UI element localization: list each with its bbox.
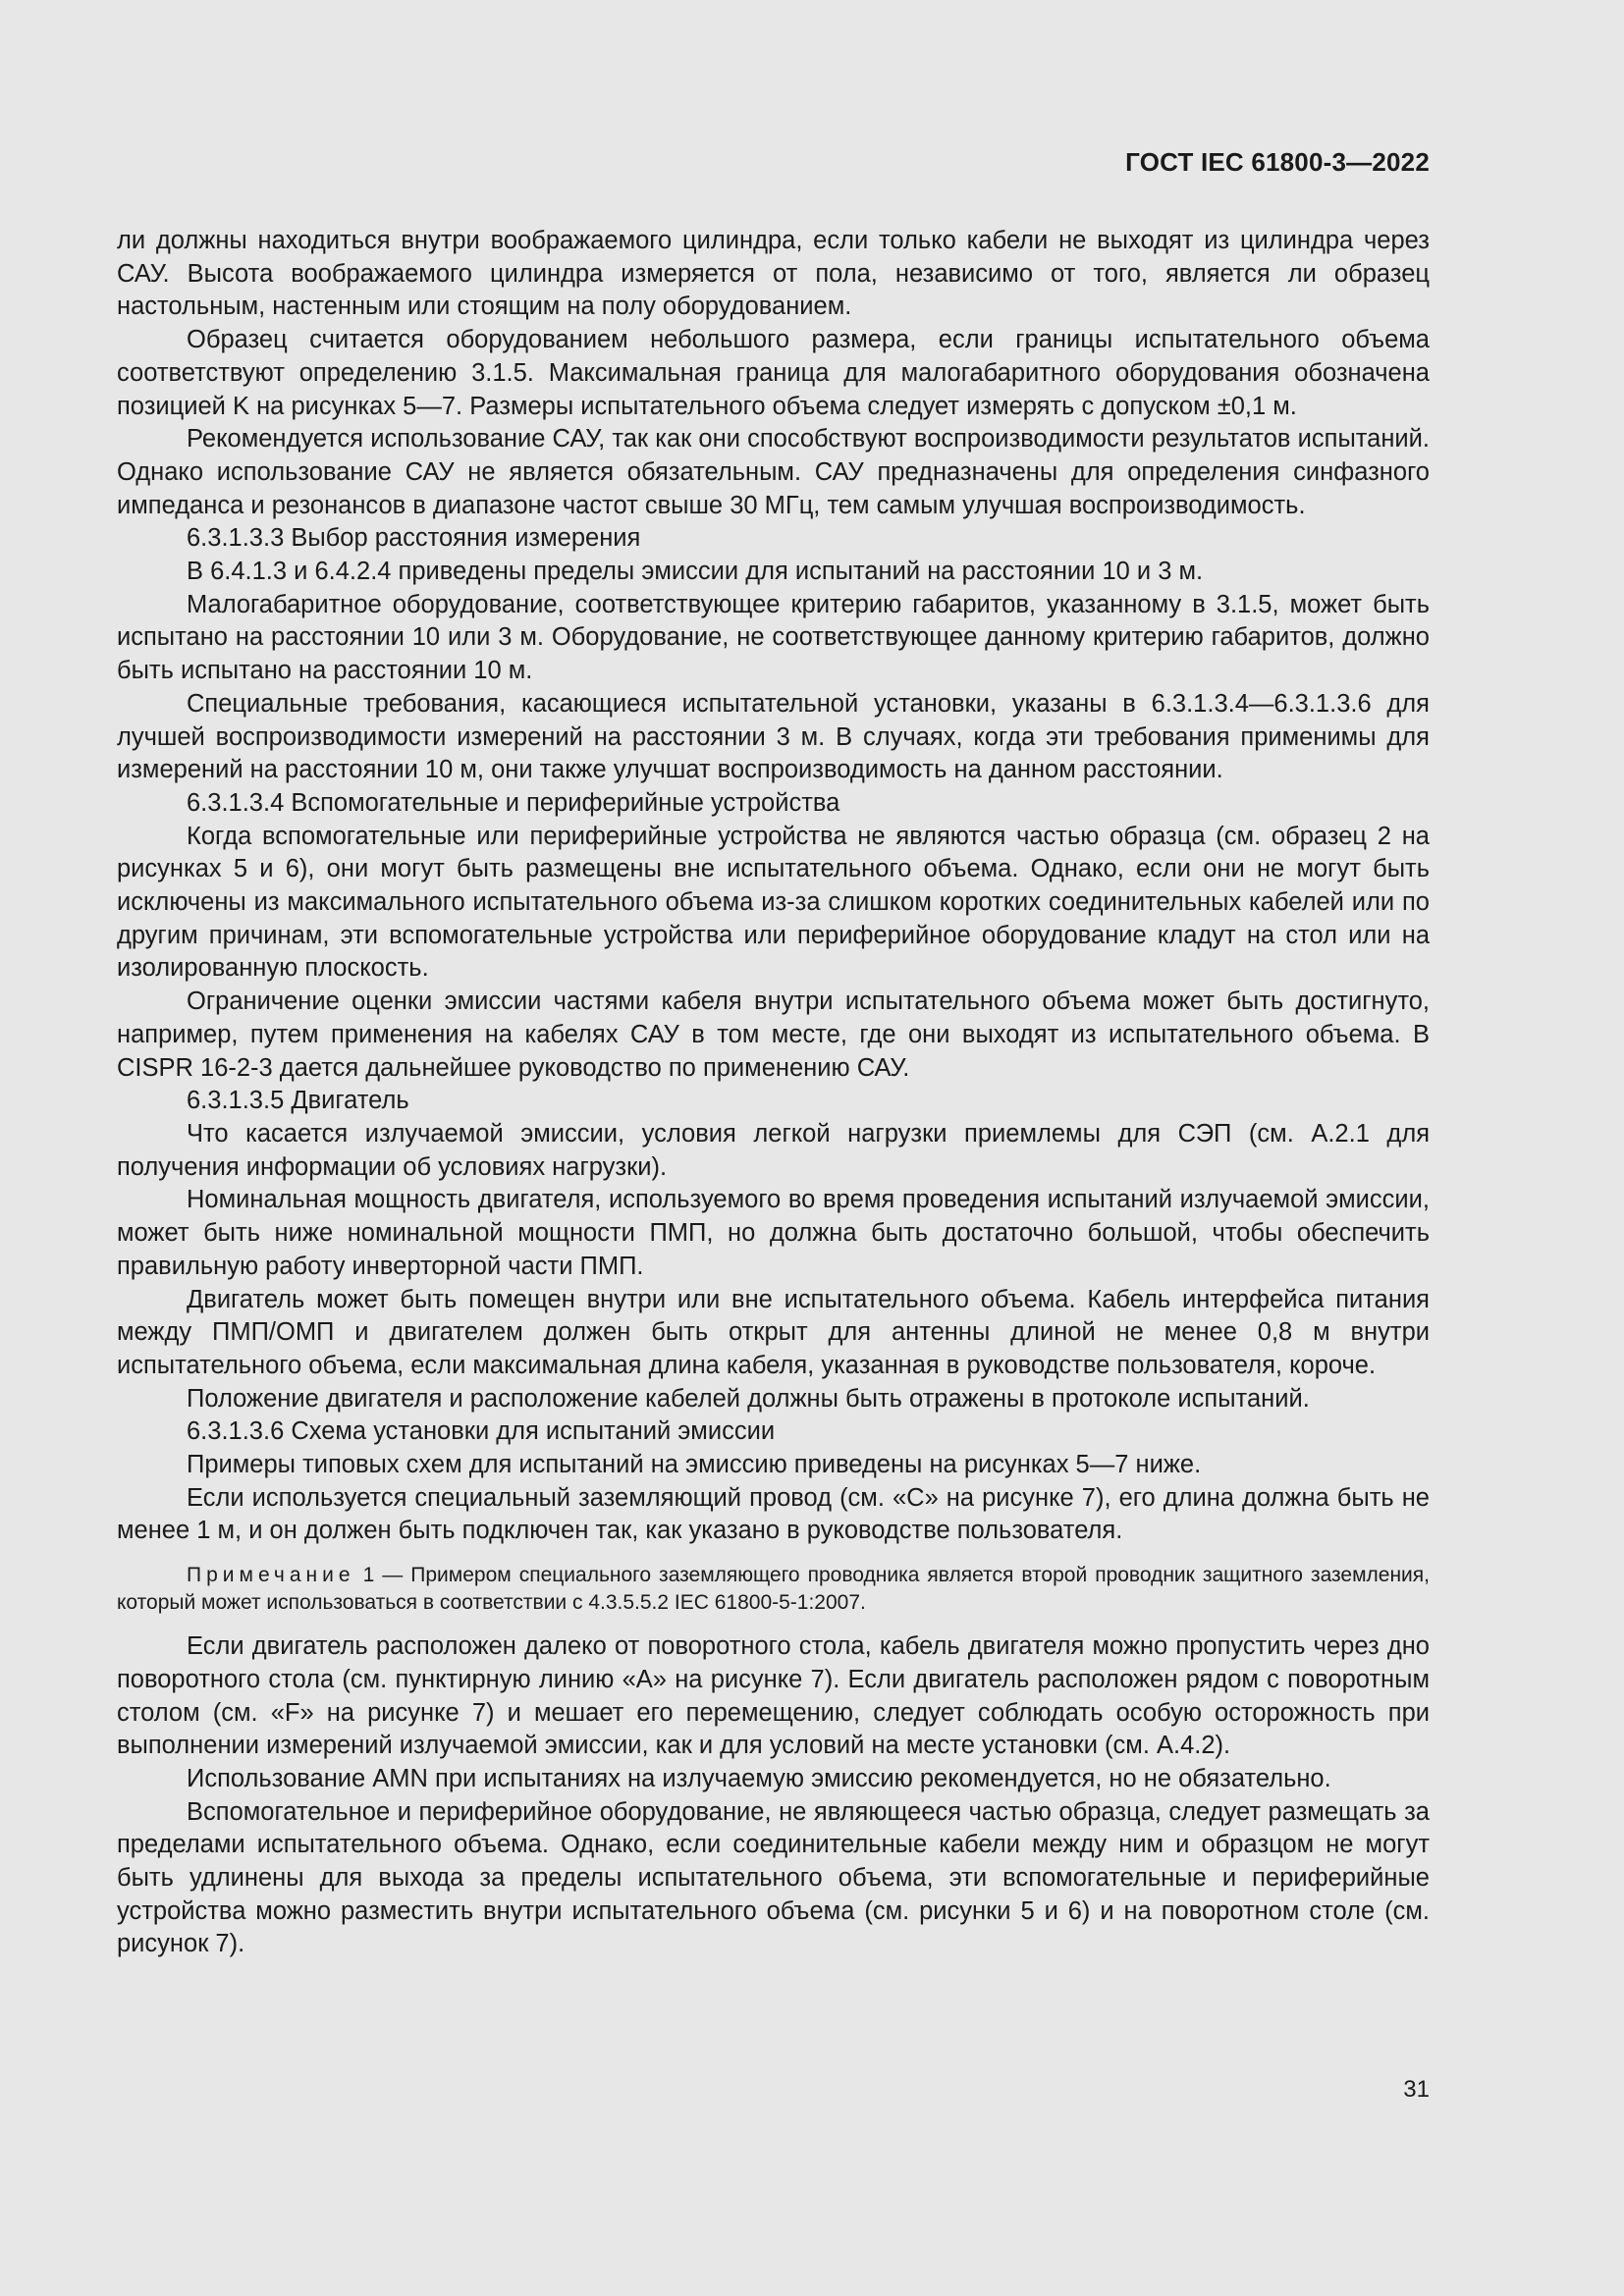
section-heading: 6.3.1.3.4 Вспомогательные и периферийные устройства [187, 788, 840, 817]
paragraph: Двигатель может быть помещен внутри или вне испытательного объема. Кабель интерфейса питания между ПМП/ОМП и двигателем должен быть открыт для антенны длиной не менее 0,8 м внутри испытательного объема, если максимальная длина кабеля, указанная в руководстве пользователя, короче. [117, 1285, 1430, 1379]
section-heading: 6.3.1.3.6 Схема установки для испытаний эмиссии [187, 1417, 776, 1446]
paragraph: Положение двигателя и расположение кабелей должны быть отражены в протоколе испытаний. [187, 1384, 1310, 1413]
paragraph: Если используется специальный заземляющий провод (см. «С» на рисунке 7), его длина должна быть не менее 1 м, и он должен быть подключен так, как указано в руководстве пользователя. [117, 1483, 1430, 1545]
paragraph: Специальные требования, касающиеся испытательной установки, указаны в 6.3.1.3.4—6.3.1.3.6 для лучшей воспроизводимости измерений на расстоянии 3 м. В случаях, когда эти требования применимы для измерений на расстоянии 10 м, они также улучшат воспроизводимость на данном расстоянии. [117, 689, 1430, 784]
note [117, 1562, 1430, 1617]
section-heading: 6.3.1.3.5 Двигатель [187, 1087, 409, 1115]
note-label: Примечание [187, 1564, 355, 1587]
paragraph: ли должны находиться внутри воображаемого цилиндра, если только кабели не выходят из цилиндра через САУ. Высота воображаемого цилиндра измеряется от пола, независимо от того, является ли образец настольным, настенным или стоящим на полу оборудованием. [117, 227, 1430, 321]
paragraph: Если двигатель расположен далеко от поворотного стола, кабель двигателя можно пропустить через дно поворотного стола (см. пунктирную линию «А» на рисунке 7). Если двигатель расположен рядом с поворотным столом (см. «F» на рисунке 7) и мешает его перемещению, следует соблюдать особую осторожность при выполнении измерений излучаемой эмиссии, как и для условий на месте установки (см. А.4.2). [117, 1632, 1430, 1760]
paragraph: Малогабаритное оборудование, соответствующее критерию габаритов, указанному в 3.1.5, может быть испытано на расстоянии 10 или 3 м. Оборудование, не соответствующее данному критерию габаритов, должно быть испытано на расстоянии 10 м. [117, 590, 1430, 685]
paragraph: Номинальная мощность двигателя, используемого во время проведения испытаний излучаемой эмиссии, может быть ниже номинальной мощности ПМП, но должна быть достаточно большой, чтобы обеспечить правильную работу инверторной части ПМП. [117, 1186, 1430, 1280]
paragraph: Когда вспомогательные или периферийные устройства не являются частью образца (см. образец 2 на рисунках 5 и 6), они могут быть размещены вне испытательного объема. Однако, если они не могут быть исключены из максимального испытательного объема из-за слишком коротких соединительных кабелей или по другим причинам, эти вспомогательные устройства или периферийное оборудование кладут на стол или на изолированную плоскость. [117, 822, 1430, 983]
document-code-header: ГОСТ IEC 61800-3—2022 [1125, 147, 1430, 177]
note-text: 1 — Примером специального заземляющего проводника является второй проводник защитного заземления, который может использоваться в соответствии с 4.3.5.5.2 IEC 61800-5-1:2007. [117, 1564, 1430, 1615]
paragraph: Что касается излучаемой эмиссии, условия легкой нагрузки приемлемы для СЭП (см. А.2.1 для получения информации об условиях нагрузки). [117, 1119, 1430, 1181]
page-number: 31 [1403, 2076, 1430, 2103]
section-heading: 6.3.1.3.3 Выбор расстояния измерения [187, 524, 641, 553]
paragraph: Образец считается оборудованием небольшого размера, если границы испытательного объема соответствуют определению 3.1.5. Максимальная граница для малогабаритного оборудования обозначена позицией K на рисунках 5—7. Размеры испытательного объема следует измерять с допуском ±0,1 м. [117, 326, 1430, 420]
paragraph: Вспомогательное и периферийное оборудование, не являющееся частью образца, следует размещать за пределами испытательного объема. Однако, если соединительные кабели между ним и образцом не могут быть удлинены для выхода за пределы испытательного объема, эти вспомогательные и периферийные устройства можно разместить внутри испытательного объема (см. рисунки 5 и 6) и на поворотном столе (см. рисунок 7). [117, 1797, 1430, 1958]
paragraph: Использование AMN при испытаниях на излучаемую эмиссию рекомендуется, но не обязательно. [187, 1764, 1331, 1792]
paragraph: В 6.4.1.3 и 6.4.2.4 приведены пределы эмиссии для испытаний на расстоянии 10 и 3 м. [187, 558, 1204, 586]
paragraph: Рекомендуется использование САУ, так как они способствуют воспроизводимости результатов испытаний. Однако использование САУ не является обязательным. САУ предназначены для определения синфазного импеданса и резонансов в диапазоне частот свыше 30 МГц, тем самым улучшая воспроизводимость. [117, 425, 1430, 519]
paragraph: Ограничение оценки эмиссии частями кабеля внутри испытательного объема может быть достигнуто, например, путем применения на кабелях САУ в том месте, где они выходят из испытательного объема. В CISPR 16-2-3 дается дальнейшее руководство по применению САУ. [117, 988, 1430, 1082]
paragraph: Примеры типовых схем для испытаний на эмиссию приведены на рисунках 5—7 ниже. [187, 1451, 1202, 1479]
page-body [117, 225, 1430, 1961]
